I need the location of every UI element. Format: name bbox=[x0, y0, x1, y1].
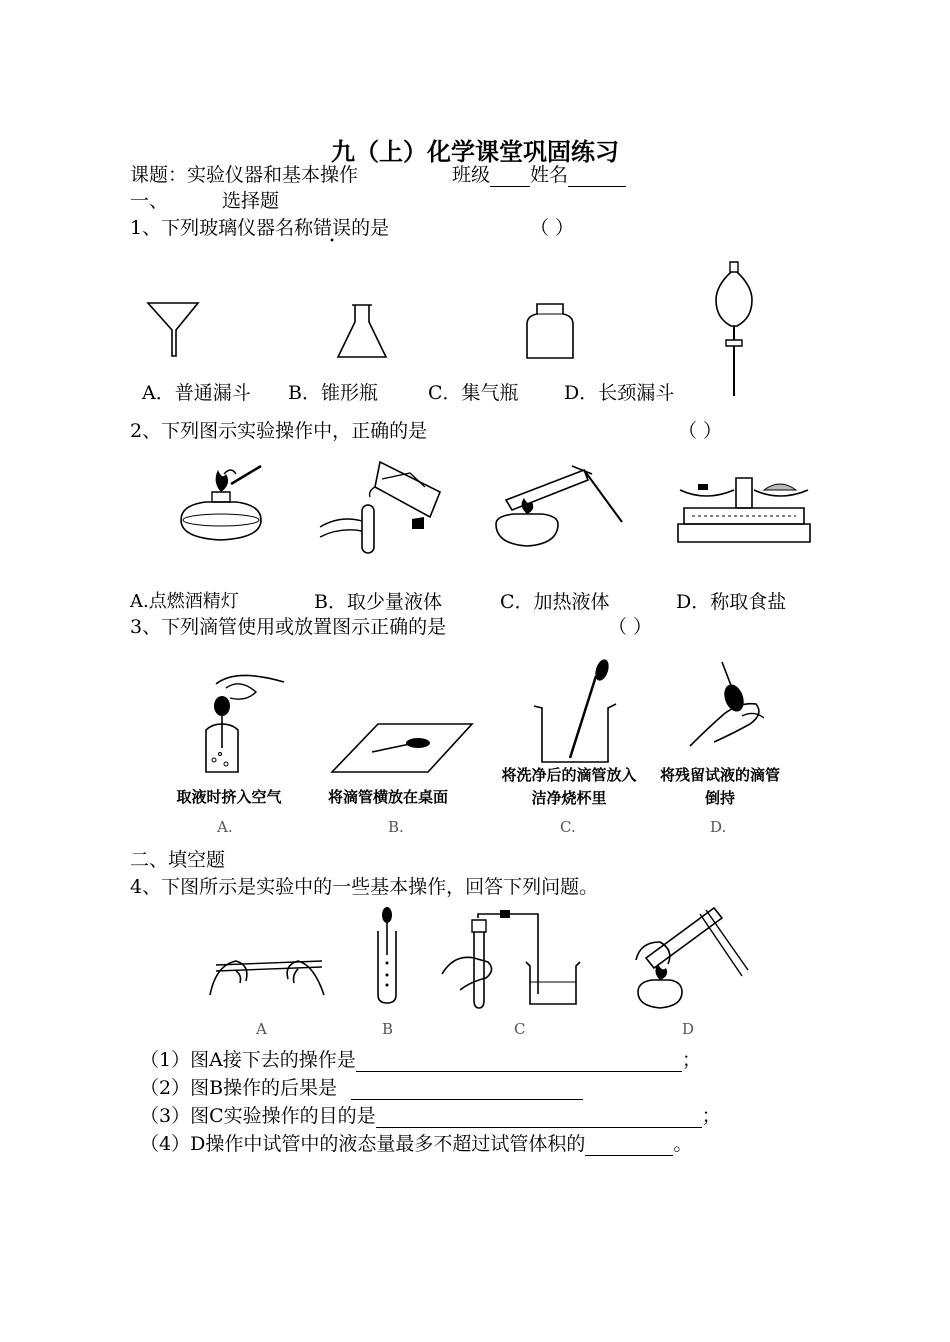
q4-letter-d: D bbox=[682, 1020, 695, 1038]
name-label: 姓名 bbox=[530, 164, 569, 186]
q4-letter-b: B bbox=[382, 1020, 394, 1038]
page-title: 九（上）化学课堂巩固练习 bbox=[331, 137, 619, 166]
q2-option-b[interactable]: B．取少量液体 bbox=[314, 591, 442, 613]
topic: 课题：实验仪器和基本操作 bbox=[130, 164, 359, 186]
q1-stem-post: 的是 bbox=[351, 217, 390, 239]
name-blank[interactable] bbox=[568, 166, 626, 187]
q2-stem: 2、下列图示实验操作中，正确的是 bbox=[130, 420, 428, 442]
q4-item-3 bbox=[140, 1104, 721, 1128]
class-blank[interactable] bbox=[490, 166, 530, 187]
balance-icon bbox=[676, 472, 812, 546]
q4-item-4-end: 。 bbox=[673, 1133, 693, 1155]
q4-letter-c: C bbox=[514, 1020, 526, 1038]
q1-option-b[interactable]: B．锥形瓶 bbox=[288, 382, 378, 404]
dropper-in-tube-icon bbox=[372, 905, 402, 1005]
dropper-on-table-icon bbox=[330, 718, 475, 778]
q4-item-3-end: ； bbox=[701, 1105, 721, 1127]
q2-answer-paren[interactable]: （ ） bbox=[678, 420, 723, 442]
separatory-funnel-icon bbox=[714, 260, 754, 400]
q3-caption-d: 将残留试液的滴管倒持 bbox=[660, 766, 781, 807]
section-1-title: 选择题 bbox=[222, 190, 280, 212]
q4-stem: 4、下图所示是实验中的一些基本操作，回答下列问题。 bbox=[130, 876, 599, 898]
dropper-inverted-icon bbox=[684, 658, 772, 754]
q1-stem-dotted: 错误 bbox=[313, 217, 352, 239]
gas-jar-icon bbox=[525, 302, 575, 360]
q2-option-c[interactable]: C．加热液体 bbox=[500, 591, 610, 613]
airtightness-check-icon bbox=[440, 910, 590, 1010]
topic-line bbox=[130, 163, 358, 187]
q3-caption-b: 将滴管横放在桌面 bbox=[327, 788, 448, 806]
q4-item-4-blank[interactable] bbox=[585, 1135, 673, 1156]
q4-item-4-text: （4）D操作中试管中的液态量最多不超过试管体积的 bbox=[140, 1133, 586, 1155]
q4-item-1-text: （1）图A接下去的操作是 bbox=[140, 1049, 356, 1071]
q4-item-3-blank[interactable] bbox=[376, 1107, 702, 1128]
q1-stem bbox=[130, 216, 389, 240]
section-2-title: 二、填空题 bbox=[130, 849, 226, 871]
q3-answer-paren[interactable]: （ ） bbox=[608, 616, 653, 638]
q1-stem-pre: 1、下列玻璃仪器名称 bbox=[130, 217, 314, 239]
q4-item-4 bbox=[140, 1132, 692, 1156]
dropper-in-beaker-icon bbox=[530, 658, 620, 768]
q1-option-a[interactable]: A．普通漏斗 bbox=[142, 382, 251, 404]
q3-caption-a: 取液时挤入空气 bbox=[176, 788, 282, 806]
q3-letter-d[interactable]: D. bbox=[710, 818, 727, 836]
hands-rolling-tube-icon bbox=[206, 935, 326, 1005]
class-label: 班级 bbox=[452, 164, 491, 186]
q4-item-2-blank[interactable] bbox=[351, 1079, 583, 1100]
heat-liquid-icon bbox=[492, 462, 632, 552]
q4-item-3-text: （3）图C实验操作的目的是 bbox=[140, 1105, 376, 1127]
section-1-number: 一、 bbox=[130, 190, 169, 212]
q4-item-1-blank[interactable] bbox=[356, 1051, 682, 1072]
q3-letter-a[interactable]: A. bbox=[217, 818, 233, 836]
q4-item-2-text: （2）图B操作的后果是 bbox=[140, 1077, 338, 1099]
funnel-icon bbox=[146, 300, 202, 360]
q4-item-1 bbox=[140, 1048, 701, 1072]
q4-item-1-end: ； bbox=[681, 1049, 701, 1071]
q4-letter-a: A bbox=[256, 1020, 267, 1038]
q2-option-a[interactable]: A.点燃酒精灯 bbox=[130, 591, 239, 612]
student-info bbox=[452, 163, 626, 187]
q3-letter-c[interactable]: C. bbox=[560, 818, 576, 836]
pour-liquid-icon bbox=[320, 457, 450, 557]
q4-item-2 bbox=[140, 1076, 583, 1100]
q1-option-d[interactable]: D．长颈漏斗 bbox=[564, 382, 675, 404]
q3-stem: 3、下列滴管使用或放置图示正确的是 bbox=[130, 616, 447, 638]
dropper-squeeze-air-icon bbox=[196, 668, 288, 778]
q3-letter-b[interactable]: B. bbox=[388, 818, 404, 836]
q3-caption-c: 将洗净后的滴管放入洁净烧杯里 bbox=[501, 766, 637, 807]
q2-option-d[interactable]: D．称取食盐 bbox=[676, 591, 787, 613]
heat-tube-holder-icon bbox=[630, 902, 748, 1012]
q1-answer-paren[interactable]: （ ） bbox=[530, 217, 575, 239]
q1-option-c[interactable]: C．集气瓶 bbox=[428, 382, 519, 404]
conical-flask-icon bbox=[336, 302, 388, 360]
alcohol-lamp-ignite-icon bbox=[176, 460, 266, 545]
